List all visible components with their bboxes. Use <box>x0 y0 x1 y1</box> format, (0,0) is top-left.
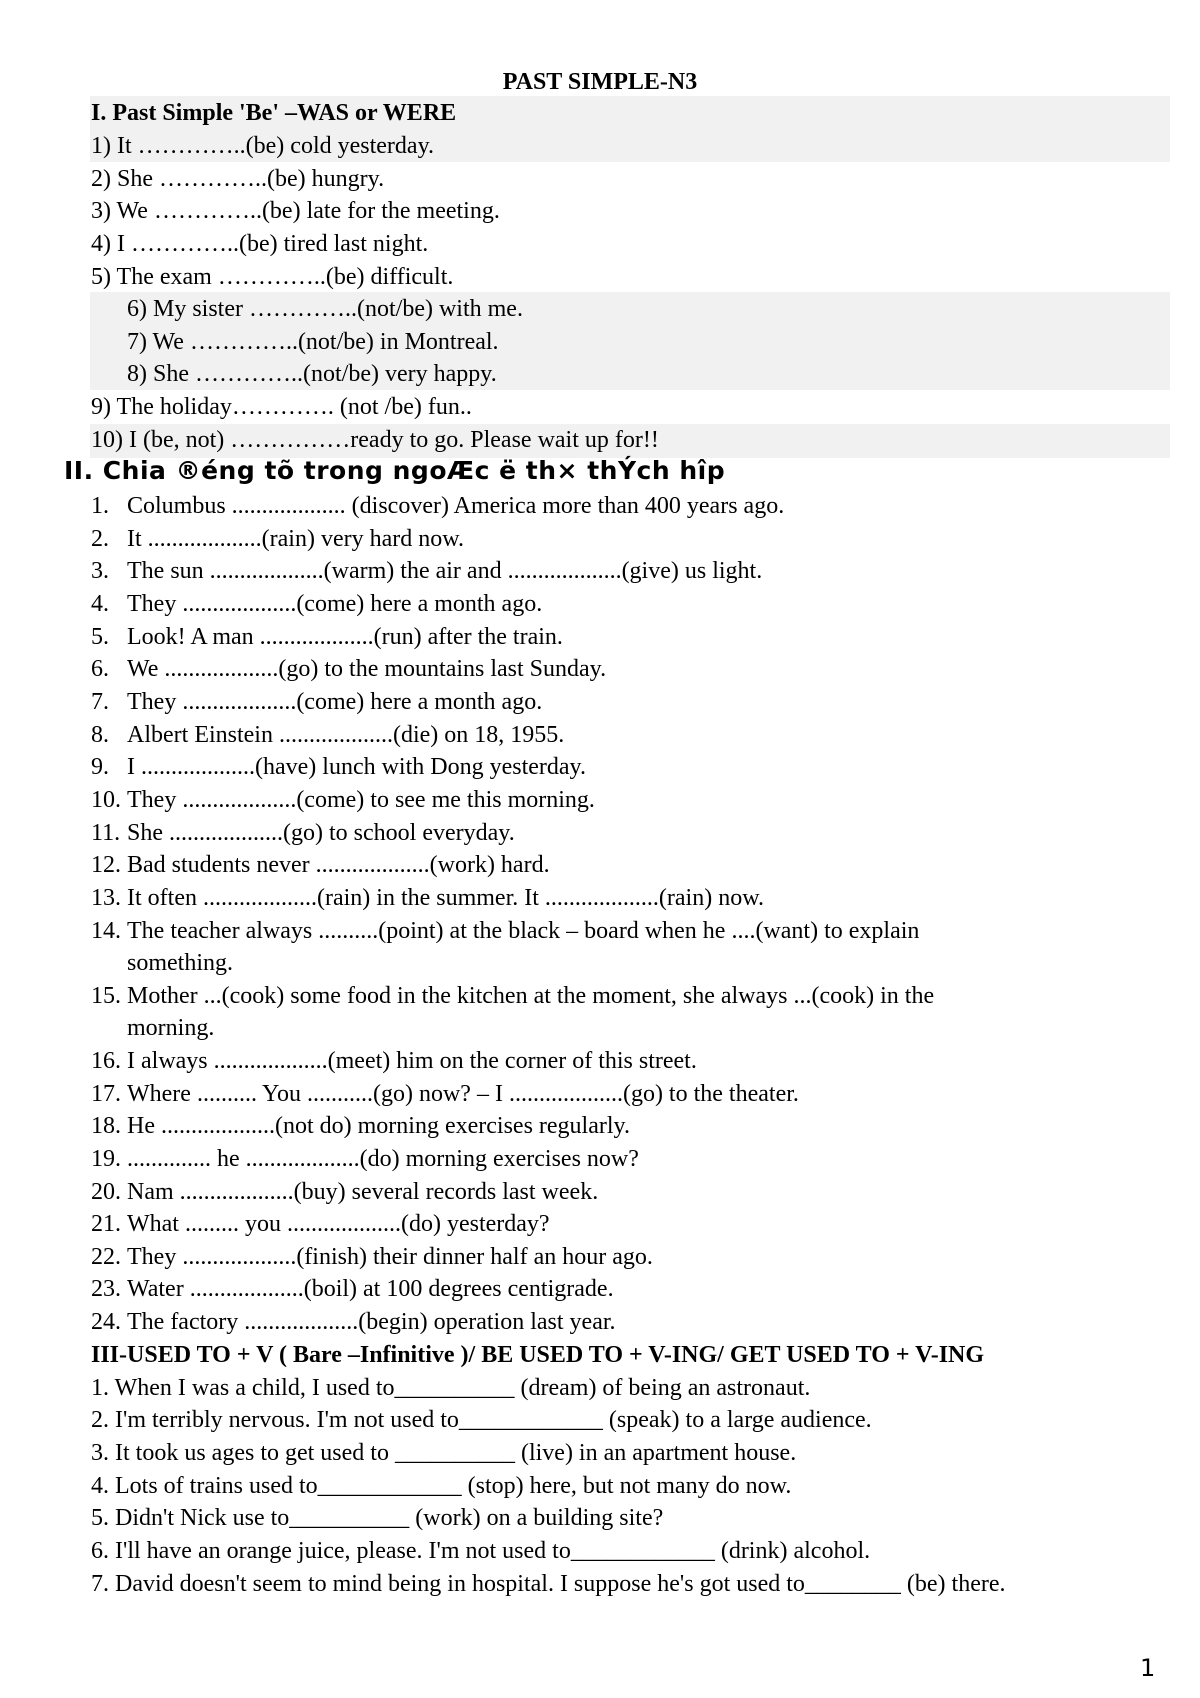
section1-item: 5) The exam …………..(be) difficult. <box>91 264 454 290</box>
section1-item: 7) We …………..(not/be) in Montreal. <box>127 329 499 355</box>
item-number: 8. <box>91 722 109 748</box>
item-number: 23. <box>91 1276 121 1302</box>
item-text: They ...................(come) here a month ago. <box>127 689 543 715</box>
item-number: 7. <box>91 689 109 715</box>
section1-item: 3) We …………..(be) late for the meeting. <box>91 198 500 224</box>
section2-item <box>91 817 515 849</box>
item-text: Albert Einstein ...................(die) on 18, 1955. <box>127 722 565 748</box>
item-text: They ...................(finish) their dinner half an hour ago. <box>127 1244 653 1270</box>
section2-item-continuation: morning. <box>127 1015 215 1041</box>
section2-item <box>91 621 563 653</box>
item-number: 21. <box>91 1211 121 1237</box>
item-number: 14. <box>91 918 121 944</box>
section2-item <box>91 980 934 1012</box>
section2-item <box>91 915 919 947</box>
section2-item <box>91 686 542 718</box>
item-number: 2. <box>91 526 109 552</box>
section1-item: 10) I (be, not) ……………ready to go. Please wait up for!! <box>91 427 659 453</box>
section3-item: 7. David doesn't seem to mind being in hospital. I suppose he's got used to________ (be) there. <box>91 1571 1006 1597</box>
section2-item <box>91 1176 598 1208</box>
section2-item-continuation: something. <box>127 950 233 976</box>
item-text: He ...................(not do) morning exercises regularly. <box>127 1113 630 1139</box>
item-text: Bad students never ...................(work) hard. <box>127 852 550 878</box>
section2-item <box>91 1143 639 1175</box>
section1-item: 1) It …………..(be) cold yesterday. <box>91 133 435 159</box>
item-text: I always ...................(meet) him on the corner of this street. <box>127 1048 697 1074</box>
item-number: 1. <box>91 493 109 519</box>
section2-item <box>91 784 595 816</box>
section2-item <box>91 751 586 783</box>
item-number: 18. <box>91 1113 121 1139</box>
section3-item: 2. I'm terribly nervous. I'm not used to____________ (speak) to a large audience. <box>91 1407 872 1433</box>
item-number: 11. <box>91 820 121 846</box>
item-text: .............. he ...................(do) morning exercises now? <box>127 1146 639 1172</box>
section1-item: 4) I …………..(be) tired last night. <box>91 231 429 257</box>
section1-item: 6) My sister …………..(not/be) with me. <box>127 296 523 322</box>
item-text: I ...................(have) lunch with Dong yesterday. <box>127 754 586 780</box>
item-text: They ...................(come) here a month ago. <box>127 591 543 617</box>
item-number: 3. <box>91 558 109 584</box>
item-number: 15. <box>91 983 121 1009</box>
section3-item: 6. I'll have an orange juice, please. I'm not used to____________ (drink) alcohol. <box>91 1538 871 1564</box>
item-number: 5. <box>91 624 109 650</box>
section2-item <box>91 1306 616 1338</box>
item-number: 13. <box>91 885 121 911</box>
section2-item <box>91 1078 799 1110</box>
item-text: It ...................(rain) very hard now. <box>127 526 465 552</box>
section2-item <box>91 1110 630 1142</box>
item-text: What ......... you ...................(do) yesterday? <box>127 1211 550 1237</box>
item-text: Water ...................(boil) at 100 degrees centigrade. <box>127 1276 614 1302</box>
section3-item: 3. It took us ages to get used to __________ (live) in an apartment house. <box>91 1440 797 1466</box>
section3-heading: III-USED TO + V ( Bare –Infinitive )/ BE USED TO + V-ING/ GET USED TO + V-ING <box>91 1342 985 1368</box>
item-text: Nam ...................(buy) several records last week. <box>127 1179 599 1205</box>
section2-item <box>91 555 762 587</box>
item-text: We ...................(go) to the mountains last Sunday. <box>127 656 607 682</box>
item-number: 22. <box>91 1244 121 1270</box>
section2-item <box>91 849 550 881</box>
section2-item <box>91 653 606 685</box>
item-number: 12. <box>91 852 121 878</box>
section1-item: 2) She …………..(be) hungry. <box>91 166 385 192</box>
page-number: 1 <box>1140 1654 1156 1682</box>
section2-heading: II. Chia ®éng tõ trong ngoÆc ë th× thÝch hîp <box>64 456 726 485</box>
section2-item <box>91 588 542 620</box>
section2-item <box>91 523 464 555</box>
item-number: 17. <box>91 1081 121 1107</box>
section2-item <box>91 882 764 914</box>
section2-item <box>91 1273 614 1305</box>
section2-item <box>91 1241 653 1273</box>
section3-item: 1. When I was a child, I used to__________ (dream) of being an astronaut. <box>91 1375 811 1401</box>
item-text: It often ...................(rain) in the summer. It ...................(rain) now. <box>127 885 764 911</box>
page-title: PAST SIMPLE-N3 <box>502 69 698 95</box>
section1-item: 9) The holiday…………. (not /be) fun.. <box>91 394 472 420</box>
item-number: 4. <box>91 591 109 617</box>
item-text: Where .......... You ...........(go) now? – I ...................(go) to the theater. <box>127 1081 799 1107</box>
item-text: She ...................(go) to school everyday. <box>127 820 515 846</box>
section2-item <box>91 719 564 751</box>
section2-item <box>91 1208 550 1240</box>
item-text: The teacher always ..........(point) at the black – board when he ....(want) to explain <box>127 918 920 944</box>
section3-item: 4. Lots of trains used to____________ (stop) here, but not many do now. <box>91 1473 792 1499</box>
item-text: Look! A man ...................(run) after the train. <box>127 624 563 650</box>
item-number: 20. <box>91 1179 121 1205</box>
item-number: 6. <box>91 656 109 682</box>
section2-item <box>91 1045 697 1077</box>
item-text: The factory ...................(begin) operation last year. <box>127 1309 616 1335</box>
item-text: Mother ...(cook) some food in the kitchen at the moment, she always ...(cook) in the <box>127 983 935 1009</box>
item-number: 9. <box>91 754 109 780</box>
item-number: 19. <box>91 1146 121 1172</box>
item-text: They ...................(come) to see me this morning. <box>127 787 595 813</box>
item-text: Columbus ................... (discover) America more than 400 years ago. <box>127 493 785 519</box>
section1-item: 8) She …………..(not/be) very happy. <box>127 361 497 387</box>
item-text: The sun ...................(warm) the air and ...................(give) us light. <box>127 558 763 584</box>
section3-item: 5. Didn't Nick use to__________ (work) on a building site? <box>91 1505 664 1531</box>
item-number: 16. <box>91 1048 121 1074</box>
section1-heading: I. Past Simple 'Be' –WAS or WERE <box>91 100 457 126</box>
item-number: 24. <box>91 1309 121 1335</box>
item-number: 10. <box>91 787 121 813</box>
section2-item <box>91 490 784 522</box>
